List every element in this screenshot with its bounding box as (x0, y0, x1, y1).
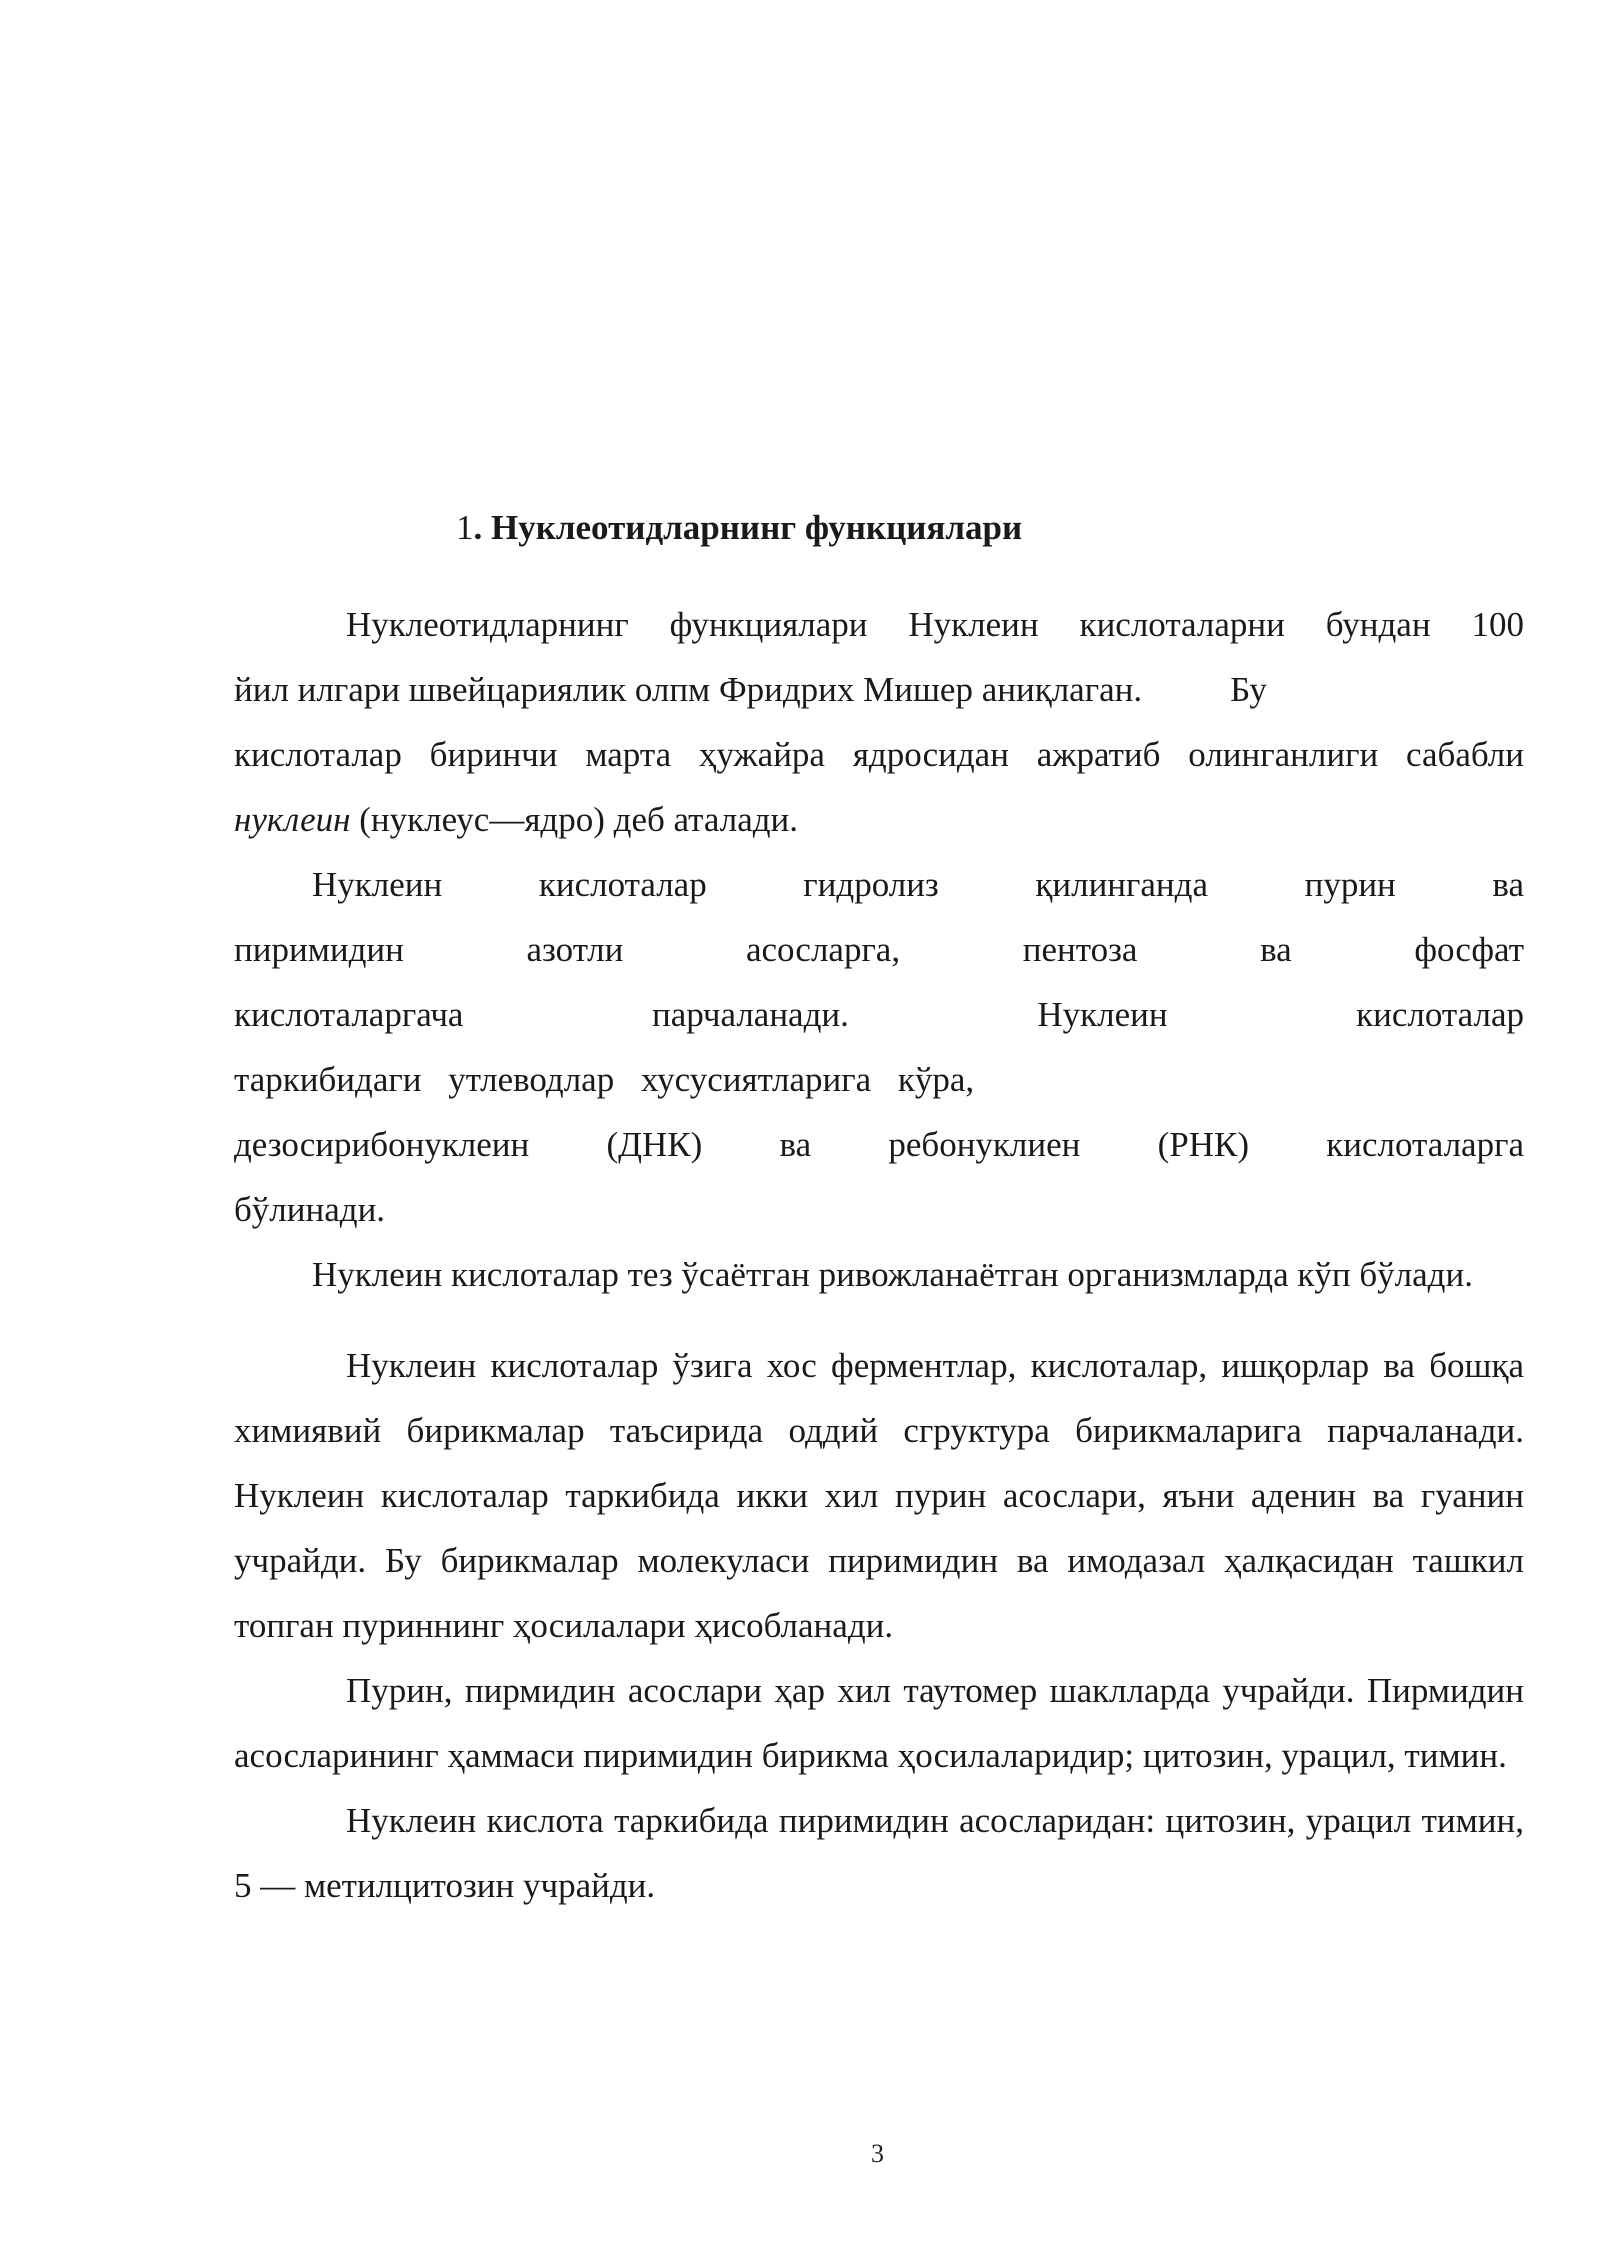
paragraph-4: Нуклеин кислоталар ўзига хос ферментлар, кислоталар, ишқорлар ва бошқа химиявий бирикмалар таъсирида оддий сгруктура бирикмаларига парчаланади. Нуклеин кислоталар таркибида икки хил пурин асослари, яъни аденин ва гуанин учрайди. Бу бирикмалар молекуласи пиримидин ва имодазал ҳалқасидан ташкил топган пуриннинг ҳосилалари ҳисобланади. (234, 1346, 1524, 1645)
paragraph-1-line-4-text: (нуклеус—ядро) деб аталади. (350, 800, 799, 839)
paragraph-2-line-4: таркибидаги утлеводлар хусусиятларига кўра, (234, 1060, 975, 1099)
paragraph-2-line-5: дезосирибонуклеин (ДНК) ва ребонуклиен (РНК) кислоталарга (234, 1125, 1524, 1164)
paragraph-1-line-3: кислоталар биринчи марта ҳужайра ядросидан ажратиб олинганлиги сабабли (234, 735, 1524, 774)
paragraph-1-line-2-text: йил илгари швейцариялик олпм Фридрих Мишер аниқлаган. (234, 670, 1143, 709)
paragraph-2-line-3: кислоталаргача парчаланади. Нуклеин кислоталар (234, 995, 1524, 1034)
paragraph-1-line-2 (234, 657, 1524, 722)
page-content (234, 495, 1524, 1918)
paragraph-1-line-4 (234, 787, 1524, 852)
section-heading (234, 495, 1524, 560)
paragraph-1-italic-term: нуклеин (234, 800, 351, 839)
paragraph-1-line-2-end: Бу (1230, 670, 1267, 709)
page-number: 3 (871, 2139, 884, 2168)
paragraph-1-line-1: Нуклеотидларнинг функциялари Нуклеин кислоталарни бундан 100 (346, 605, 1524, 644)
paragraph-2-line-2: пиримидин азотли асосларга, пентоза ва фосфат (234, 930, 1524, 969)
paragraph-1 (234, 592, 1524, 852)
paragraph-2-line-1: Нуклеин кислоталар гидролиз қилинганда пурин ва (312, 865, 1524, 904)
section-title: . Нуклеотидларнинг функциялари (473, 508, 1023, 547)
paragraph-2-line-6: бўлинади. (234, 1190, 386, 1229)
section-number: 1 (456, 508, 474, 547)
paragraph-6: Нуклеин кислота таркибида пиримидин асосларидан: цитозин, урацил тимин, 5 — метилцитозин учрайди. (234, 1801, 1524, 1905)
paragraph-5: Пурин, пирмидин асослари ҳар хил таутомер шаклларда учрайди. Пирмидин асосларининг ҳаммаси пиримидин бирикма ҳосилаларидир; цитозин, урацил, тимин. (234, 1671, 1524, 1775)
paragraph-3: Нуклеин кислоталар тез ўсаётган ривожланаётган организмларда кўп бўлади. (312, 1255, 1473, 1294)
paragraph-2 (234, 852, 1524, 1242)
